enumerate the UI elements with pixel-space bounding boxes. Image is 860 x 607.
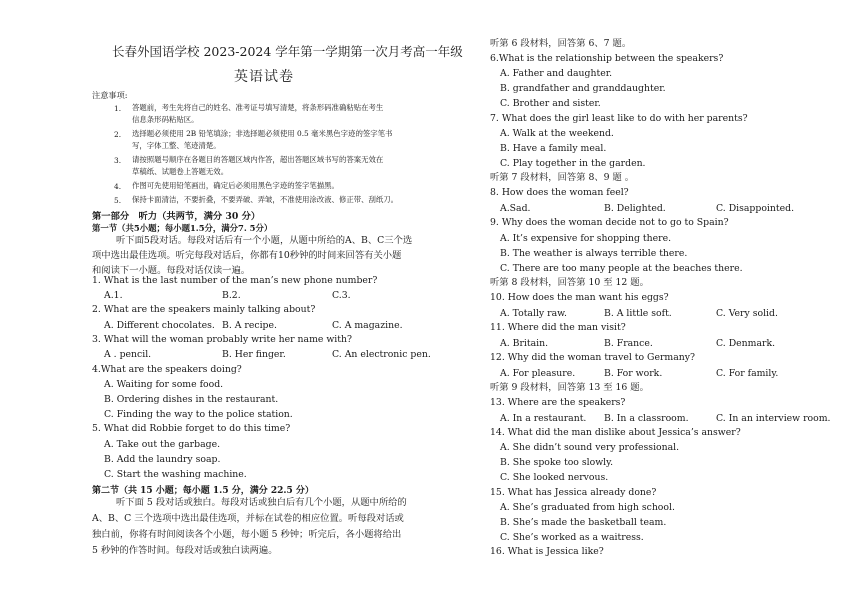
note-line: 作图可先使用铅笔画出，确定后必须用黑色字迹的签字笔描黑。 bbox=[132, 181, 339, 190]
option-b: B. A little soft. bbox=[604, 308, 672, 319]
option-a: A. For pleasure. bbox=[500, 368, 576, 379]
material-instruction: 听第 8 段材料，回答第 10 至 12 题。 bbox=[490, 277, 649, 288]
question-text: 14. What did the man dislike about Jessica’s answer? bbox=[490, 427, 741, 438]
section1-intro-line: 项中选出最佳选项。听完每段对话后，你都有10秒钟的时间来回答有关小题 bbox=[92, 250, 402, 261]
option-a: A. She’s graduated from high school. bbox=[500, 502, 675, 513]
section2-intro-line: 5 秒钟的作答时间。每段对话或独白读两遍。 bbox=[92, 545, 278, 556]
option-b: B. Add the laundry soap. bbox=[104, 454, 221, 465]
section2-intro-line: 听下面 5 段对话或独白。每段对话或独白后有几个小题，从题中所给的 bbox=[116, 497, 407, 508]
material-instruction: 听第 6 段材料，回答第 6、7 题。 bbox=[490, 38, 632, 49]
question-text: 8. How does the woman feel? bbox=[490, 187, 629, 198]
section2-heading: 第二节（共 15 小题；每小题 1.5 分，满分 22.5 分） bbox=[92, 486, 314, 496]
note-line: 信息条形码粘贴区。 bbox=[132, 115, 199, 124]
option-c: C. She looked nervous. bbox=[500, 472, 609, 483]
option-c: C. Brother and sister. bbox=[500, 98, 601, 109]
option-b: B. grandfather and granddaughter. bbox=[500, 83, 666, 94]
note-line: 请按照题号顺序在各题目的答题区域内作答，超出答题区域书写的答案无效在 bbox=[132, 155, 384, 164]
option-c: C. Denmark. bbox=[716, 338, 776, 349]
exam-title: 长春外国语学校 2023-2024 学年第一学期第一次月考高一年级 bbox=[112, 44, 463, 59]
option-c: C. A magazine. bbox=[332, 320, 403, 331]
note-line: 保持卡面清洁，不要折叠，不要弄破、弄皱，不准使用涂改液、修正带、刮纸刀。 bbox=[132, 195, 399, 204]
option-b: B. Ordering dishes in the restaurant. bbox=[104, 394, 279, 405]
option-c: C. She’s worked as a waitress. bbox=[500, 532, 644, 543]
option-c: C. For family. bbox=[716, 368, 779, 379]
question-text: 3. What will the woman probably write her name with? bbox=[92, 334, 352, 345]
option-a: A. She didn’t sound very professional. bbox=[500, 442, 680, 453]
option-b: B. The weather is always terrible there. bbox=[500, 248, 688, 259]
section2-intro-line: 独白前，你将有时间阅读各个小题，每小题 5 秒钟；听完后，各小题将给出 bbox=[92, 529, 402, 540]
note-number: 2. bbox=[114, 130, 122, 139]
note-line: 答题前，考生先将自己的姓名、准考证号填写清楚，将条形码准确粘贴在考生 bbox=[132, 103, 384, 112]
option-b: B. Have a family meal. bbox=[500, 143, 607, 154]
option-a: A. Take out the garbage. bbox=[104, 439, 221, 450]
option-b: B. She spoke too slowly. bbox=[500, 457, 614, 468]
question-text: 1. What is the last number of the man’s new phone number? bbox=[92, 275, 378, 286]
material-instruction: 听第 9 段材料，回答第 13 至 16 题。 bbox=[490, 382, 649, 393]
subject-title: 英语试卷 bbox=[234, 69, 294, 85]
question-text: 15. What has Jessica already done? bbox=[490, 487, 657, 498]
option-c: C.3. bbox=[332, 290, 351, 301]
option-b: B. She’s made the basketball team. bbox=[500, 517, 667, 528]
question-text: 4.What are the speakers doing? bbox=[92, 364, 242, 375]
section1-heading: 第一节（共5小题；每小题1.5分，满分7. 5分） bbox=[92, 223, 273, 233]
note-line: 选择题必须使用 2B 铅笔填涂；非选择题必须使用 0.5 毫米黑色字迹的签字笔书 bbox=[132, 129, 393, 138]
material-instruction: 听第 7 段材料，回答第 8、9 题 。 bbox=[490, 172, 635, 183]
notes-heading: 注意事项: bbox=[92, 90, 128, 100]
note-number: 1. bbox=[114, 104, 122, 113]
question-text: 9. Why does the woman decide not to go to Spain? bbox=[490, 217, 729, 228]
option-c: C. Play together in the garden. bbox=[500, 158, 646, 169]
question-text: 5. What did Robbie forget to do this time? bbox=[92, 423, 291, 434]
option-a: A. In a restaurant. bbox=[500, 413, 587, 424]
option-c: C. Finding the way to the police station. bbox=[104, 409, 293, 420]
option-b: B.2. bbox=[222, 290, 241, 301]
option-b: B. Her finger. bbox=[222, 349, 286, 360]
option-a: A. Father and daughter. bbox=[500, 68, 613, 79]
question-text: 16. What is Jessica like? bbox=[490, 546, 604, 557]
option-a: A. Britain. bbox=[500, 338, 549, 349]
question-text: 11. Where did the man visit? bbox=[490, 322, 626, 333]
section1-intro-line: 听下面5段对话。每段对话后有一个小题，从题中所给的A、B、C三个选 bbox=[116, 235, 413, 246]
question-text: 13. Where are the speakers? bbox=[490, 397, 626, 408]
option-b: B. A recipe. bbox=[222, 320, 277, 331]
option-a: A.Sad. bbox=[500, 203, 531, 214]
option-b: B. France. bbox=[604, 338, 653, 349]
option-b: B. For work. bbox=[604, 368, 663, 379]
option-c: C. Disappointed. bbox=[716, 203, 795, 214]
option-b: B. Delighted. bbox=[604, 203, 666, 214]
question-text: 2. What are the speakers mainly talking about? bbox=[92, 304, 316, 315]
note-line: 写，字体工整、笔迹清楚。 bbox=[132, 141, 221, 150]
section2-intro-line: A、B、C 三个选项中选出最佳选项，并标在试卷的相应位置。听每段对话或 bbox=[92, 513, 404, 524]
question-text: 7. What does the girl least like to do with her parents? bbox=[490, 113, 748, 124]
option-c: C. Very solid. bbox=[716, 308, 778, 319]
note-number: 3. bbox=[114, 156, 122, 165]
question-text: 10. How does the man want his eggs? bbox=[490, 292, 669, 303]
option-c: C. An electronic pen. bbox=[332, 349, 431, 360]
question-text: 6.What is the relationship between the speakers? bbox=[490, 53, 724, 64]
note-line: 草稿纸、试题卷上答题无效。 bbox=[132, 167, 229, 176]
option-c: C. Start the washing machine. bbox=[104, 469, 247, 480]
option-a: A. Totally raw. bbox=[500, 308, 567, 319]
option-a: A . pencil. bbox=[104, 349, 152, 360]
option-a: A. Waiting for some food. bbox=[104, 379, 224, 390]
option-c: C. There are too many people at the beaches there. bbox=[500, 263, 743, 274]
option-b: B. In a classroom. bbox=[604, 413, 689, 424]
part1-heading: 第一部分 听力（共两节，满分 30 分） bbox=[92, 211, 261, 222]
option-c: C. In an interview room. bbox=[716, 413, 831, 424]
option-a: A. Different chocolates. bbox=[104, 320, 215, 331]
note-number: 4. bbox=[114, 182, 122, 191]
question-text: 12. Why did the woman travel to Germany? bbox=[490, 352, 696, 363]
option-a: A. It’s expensive for shopping there. bbox=[500, 233, 672, 244]
note-number: 5. bbox=[114, 196, 122, 205]
option-a: A. Walk at the weekend. bbox=[500, 128, 614, 139]
section1-intro-line: 和阅读下一小题。每段对话仅读一遍。 bbox=[92, 265, 251, 276]
option-a: A.1. bbox=[104, 290, 123, 301]
